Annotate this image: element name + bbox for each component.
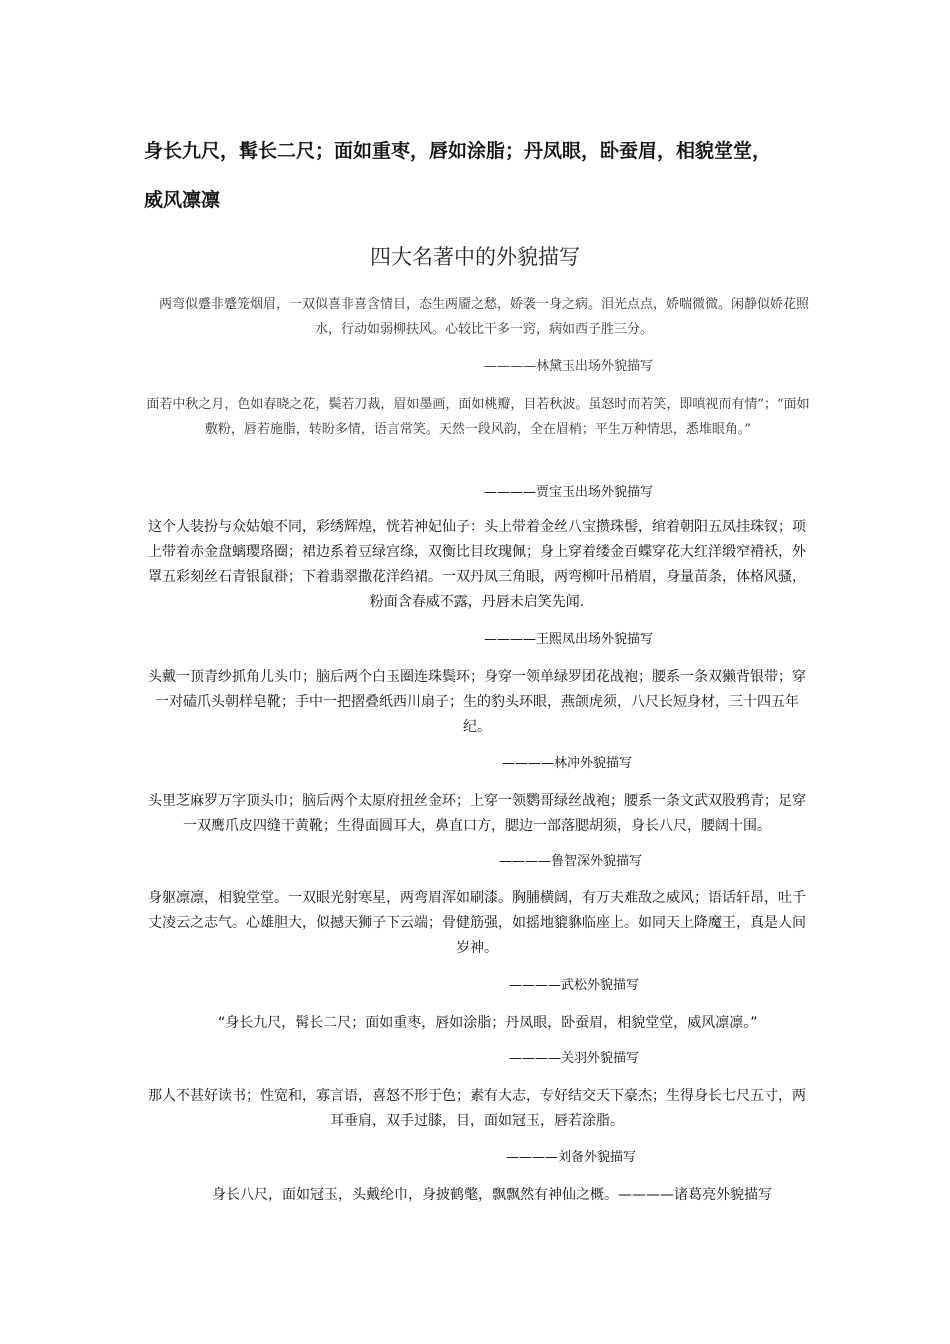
attribution-lin-daiyu: ————林黛玉出场外貌描写 bbox=[484, 359, 654, 374]
paragraph-liu-bei: 那人不甚好读书；性宽和，寡言语，喜怒不形于色；素有大志，专好结交天下豪杰；生得身长七尺五寸，两耳垂肩，双手过膝，目，面如冠玉，唇若涂脂。 bbox=[148, 1088, 806, 1129]
attribution-lin-chong: ————林冲外貌描写 bbox=[502, 756, 633, 771]
paragraph-zhuge-liang bbox=[212, 1185, 772, 1205]
paragraph-lin-chong: 头戴一顶青纱抓角儿头巾；脑后两个白玉圈连珠鬓环；身穿一领单绿罗团花战袍；腰系一条双獭背银带；穿一对磕爪头朝样皂靴；手中一把摺叠纸西川扇子；生的豹头环眼，燕颌虎须，八尺长短身材，三十四五年纪。 bbox=[148, 669, 806, 735]
attribution-guan-yu: ————关羽外貌描写 bbox=[509, 1051, 640, 1066]
bold-heading-line-2: 威风凛凛 bbox=[144, 189, 221, 211]
attribution-liu-bei: ————刘备外貌描写 bbox=[506, 1150, 637, 1165]
paragraph-guan-yu: “身长九尺，髯长二尺；面如重枣，唇如涂脂；丹凤眼，卧蚕眉，相貌堂堂，威风凛凛。” bbox=[218, 1015, 758, 1031]
attribution-jia-baoyu: ————贾宝玉出场外貌描写 bbox=[484, 485, 654, 500]
paragraph-lu-zhishen: 头里芝麻罗万字顶头巾；脑后两个太原府扭丝金环；上穿一领鹦哥绿丝战袍；腰系一条文武双股鸦青；足穿一双鹰爪皮四缝干黄靴；生得面圆耳大，鼻直口方，腮边一部落腮胡须，身长八尺，腰阔十围。 bbox=[148, 793, 806, 834]
paragraph-zhuge-liang-text: 身长八尺，面如冠玉，头戴纶巾，身披鹤氅，飘飘然有神仙之概。 bbox=[212, 1187, 618, 1203]
paragraph-wu-song: 身躯凛凛，相貌堂堂。一双眼光射寒星，两弯眉浑如刷漆。胸脯横阔，有万夫难敌之威风；语话轩昂，吐千丈凌云之志气。心雄胆大，似撼天狮子下云端；骨健筋强，如摇地貔貅临座上。如同天上降魔王，真是人间岁神。 bbox=[148, 890, 806, 956]
attribution-wu-song: ————武松外貌描写 bbox=[509, 978, 640, 993]
attribution-wang-xifeng: ————王熙凤出场外貌描写 bbox=[484, 632, 654, 647]
paragraph-jia-baoyu: 面若中秋之月，色如春晓之花，鬓若刀裁，眉如墨画，面如桃瓣，目若秋波。虽怒时而若笑，即嗔视而有情”；“面如敷粉，唇若施脂，转盼多情，语言常笑。天然一段风韵，全在眉梢；平生万种情思，悉堆眼角。” bbox=[146, 397, 810, 437]
document-title: 四大名著中的外貌描写 bbox=[370, 245, 580, 269]
paragraph-wang-xifeng: 这个人装扮与众姑娘不同，彩绣辉煌，恍若神妃仙子：头上带着金丝八宝攒珠髻，绾着朝阳五凤挂珠钗；项上带着赤金盘螭璎珞圈；裙边系着豆绿宫绦，双衡比目玫瑰佩；身上穿着缕金百蝶穿花大红洋缎窄褙袄，外罩五彩刻丝石青银鼠褂；下着翡翠撒花洋绉裙。一双丹凤三角眼，两弯柳叶吊梢眉，身量苗条，体格风骚，粉面含春威不露，丹唇未启笑先闻. bbox=[148, 519, 806, 610]
attribution-lu-zhishen: ————鲁智深外貌描写 bbox=[499, 854, 643, 869]
bold-heading-line-1: 身长九尺，髯长二尺；面如重枣，唇如涂脂；丹凤眼，卧蚕眉，相貌堂堂， bbox=[144, 140, 772, 162]
attribution-zhuge-liang: ————诸葛亮外貌描写 bbox=[618, 1187, 772, 1203]
paragraph-lin-daiyu: 两弯似蹙非蹙笼烟眉，一双似喜非喜含情目，态生两靥之愁，娇袭一身之病。泪光点点，娇喘微微。闲静似娇花照水，行动如弱柳扶风。心较比干多一窍，病如西子胜三分。 bbox=[158, 297, 809, 337]
